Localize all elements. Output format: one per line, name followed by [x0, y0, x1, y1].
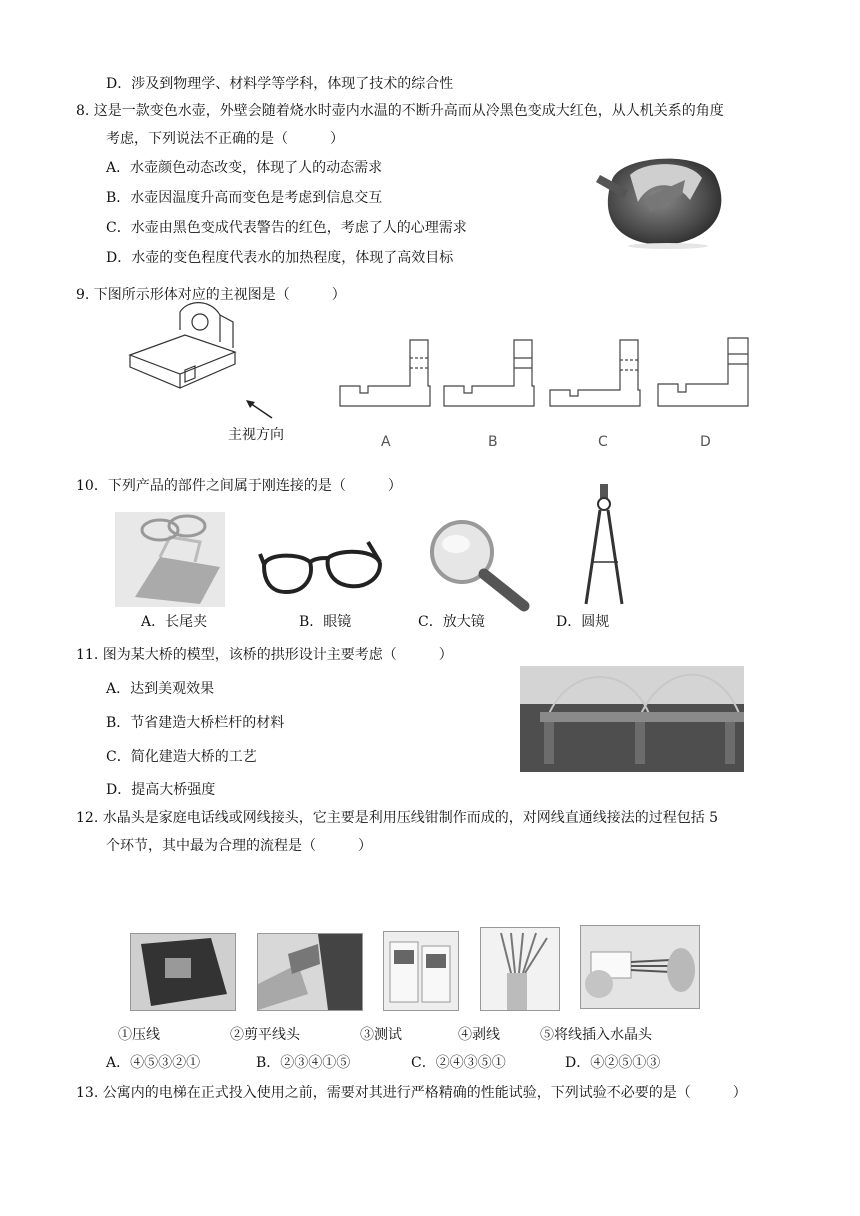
- q12-answer-d: D．④②⑤①③: [565, 1055, 661, 1071]
- view-label-d: D: [700, 434, 711, 450]
- q9-stem: 9. 下图所示形体对应的主视图是（ ）: [76, 287, 346, 303]
- kettle-image: [590, 150, 740, 250]
- step-4: ④剥线: [458, 1027, 500, 1043]
- insert-connector-photo: [580, 925, 700, 1009]
- q8-option-b: B．水壶因温度升高而变色是考虑到信息交互: [106, 190, 383, 206]
- q11-stem: 11. 图为某大桥的模型，该桥的拱形设计主要考虑（ ）: [76, 647, 453, 663]
- q11-option-c: C．简化建造大桥的工艺: [106, 749, 257, 765]
- caption-compass: D．圆规: [556, 614, 610, 630]
- q8-stem-line1: 8. 这是一款变色水壶，外壁会随着烧水时壶内水温的不断升高而从冷黑色变成大红色，从人机关系的角度: [76, 103, 724, 119]
- q8-option-a: A．水壶颜色动态改变，体现了人的动态需求: [106, 160, 383, 176]
- magnifier-image: [426, 518, 532, 614]
- bridge-model-image: [520, 666, 744, 772]
- step-5: ⑤将线插入水晶头: [540, 1027, 652, 1043]
- q10-stem: 10．下列产品的部件之间属于刚连接的是（ ）: [76, 478, 402, 494]
- cutting-wire-photo: [257, 933, 363, 1011]
- view-option-d-drawing: [656, 336, 750, 408]
- view-option-b-drawing: [442, 338, 536, 408]
- stripped-wire-photo: [480, 927, 560, 1011]
- q9-solid-drawing: [125, 300, 240, 400]
- view-option-a-drawing: [338, 338, 432, 408]
- q12-answer-c: C．②④③⑤①: [411, 1055, 506, 1071]
- step-2: ②剪平线头: [230, 1027, 300, 1043]
- binder-clip-image: [115, 512, 225, 607]
- compass-image: [580, 482, 630, 612]
- q12-stem-line2: 个环节，其中最为合理的流程是（ ）: [106, 838, 372, 854]
- q8-stem-line2: 考虑，下列说法不正确的是（ ）: [106, 131, 344, 147]
- view-direction-label: 主视方向: [228, 427, 284, 443]
- q11-option-d: D．提高大桥强度: [106, 782, 216, 798]
- q12-answer-a: A．④⑤③②①: [106, 1055, 201, 1071]
- view-label-c: C: [598, 434, 608, 450]
- view-direction-arrow: [244, 398, 274, 420]
- glasses-image: [258, 536, 386, 598]
- q8-option-c: C．水壶由黑色变成代表警告的红色，考虑了人的心理需求: [106, 220, 467, 236]
- q11-option-b: B．节省建造大桥栏杆的材料: [106, 715, 285, 731]
- view-label-a: A: [381, 434, 391, 450]
- caption-glasses: B．眼镜: [299, 614, 352, 630]
- view-label-b: B: [488, 434, 498, 450]
- caption-binder-clip: A．长尾夹: [141, 614, 208, 630]
- crimping-photo: [130, 933, 236, 1011]
- q11-option-a: A．达到美观效果: [106, 681, 215, 697]
- q7-option-d: D．涉及到物理学、材料学等学科，体现了技术的综合性: [106, 76, 454, 92]
- view-option-c-drawing: [548, 338, 642, 408]
- cable-tester-photo: [383, 931, 459, 1011]
- step-3: ③测试: [360, 1027, 402, 1043]
- q12-stem-line1: 12. 水晶头是家庭电话线或网线接头，它主要是利用压线钳制作而成的，对网线直通线接法的过程包括 5: [76, 810, 719, 826]
- q13-stem: 13. 公寓内的电梯在正式投入使用之前，需要对其进行严格精确的性能试验，下列试验不必要的是（ ）: [76, 1085, 747, 1101]
- caption-magnifier: C．放大镜: [418, 614, 485, 630]
- step-1: ①压线: [118, 1027, 160, 1043]
- q12-answer-b: B．②③④①⑤: [256, 1055, 351, 1071]
- q8-option-d: D．水壶的变色程度代表水的加热程度，体现了高效目标: [106, 250, 454, 266]
